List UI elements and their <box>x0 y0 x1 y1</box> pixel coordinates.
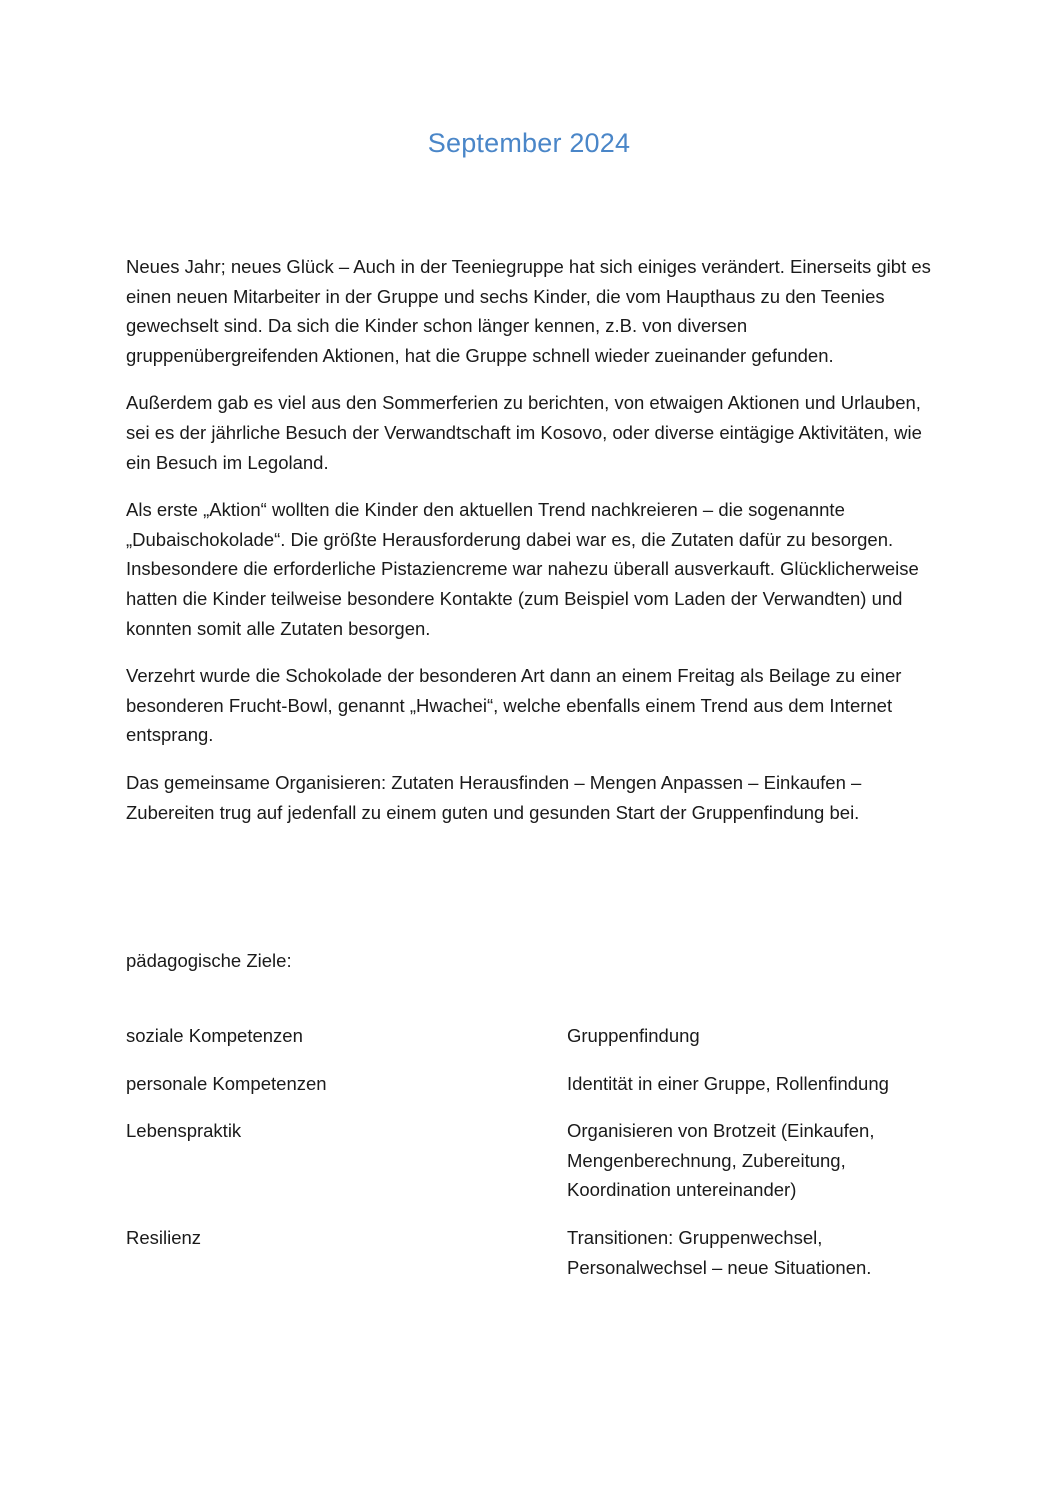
goal-category: personale Kompetenzen <box>126 1072 327 1094</box>
goal-description: Gruppenfindung <box>567 1025 700 1046</box>
goal-description: Organisieren von Brotzeit (Einkaufen, Mengenberechnung, Zubereitung, Koordination untereinander) <box>567 1120 875 1201</box>
goal-category: Resilienz <box>126 1226 202 1248</box>
goals-heading: pädagogische Ziele: <box>126 950 292 971</box>
paragraph: Verzehrt wurde die Schokolade der besonderen Art dann an einem Freitag als Beilage zu einer besonderen Frucht-Bowl, genannt „Hwachei“, welche ebenfalls einem Trend aus dem Internet entsprang. <box>126 665 902 746</box>
goal-description: Transitionen: Gruppenwechsel, Personalwechsel – neue Situationen. <box>567 1226 872 1278</box>
goal-row <box>126 1069 936 1099</box>
goal-row <box>126 1223 936 1282</box>
goal-description: Identität in einer Gruppe, Rollenfindung <box>567 1072 889 1094</box>
goal-row <box>126 1021 936 1051</box>
paragraph: Das gemeinsame Organisieren: Zutaten Herausfinden – Mengen Anpassen – Einkaufen – Zubereiten trug auf jedenfall zu einem guten und gesunden Start der Gruppenfindung bei. <box>126 771 862 823</box>
goal-category: soziale Kompetenzen <box>126 1025 303 1046</box>
paragraph: Außerdem gab es viel aus den Sommerferien zu berichten, von etwaigen Aktionen und Urlauben, sei es der jährliche Besuch der Verwandtschaft im Kosovo, oder diverse eintägige Aktivitäten, wie ein Besuch im Legoland. <box>126 392 922 473</box>
goals-table <box>126 1021 936 1300</box>
goal-category: Lebenspraktik <box>126 1120 242 1142</box>
report-body <box>126 252 936 845</box>
paragraph: Als erste „Aktion“ wollten die Kinder den aktuellen Trend nachkreieren – die sogenannte „Dubaischokolade“. Die größte Herausforderung dabei war es, die Zutaten dafür zu besorgen. Insbesondere die erforderliche Pistaziencreme war nahezu überall ausverkauft. Glücklicherweise hatten die Kinder teilweise besondere Kontakte (zum Beispiel vom Laden der Verwandten) und konnten somit alle Zutaten besorgen. <box>126 499 919 639</box>
goal-row <box>126 1116 936 1205</box>
page-title: September 2024 <box>427 128 631 158</box>
paragraph: Neues Jahr; neues Glück – Auch in der Teeniegruppe hat sich einiges verändert. Einerseits gibt es einen neuen Mitarbeiter in der Gruppe und sechs Kinder, die vom Haupthaus zu den Teenies gewechselt sind. Da sich die Kinder schon länger kennen, z.B. von diversen gruppenübergreifenden Aktionen, hat die Gruppe schnell wieder zueinander gefunden. <box>126 256 931 366</box>
